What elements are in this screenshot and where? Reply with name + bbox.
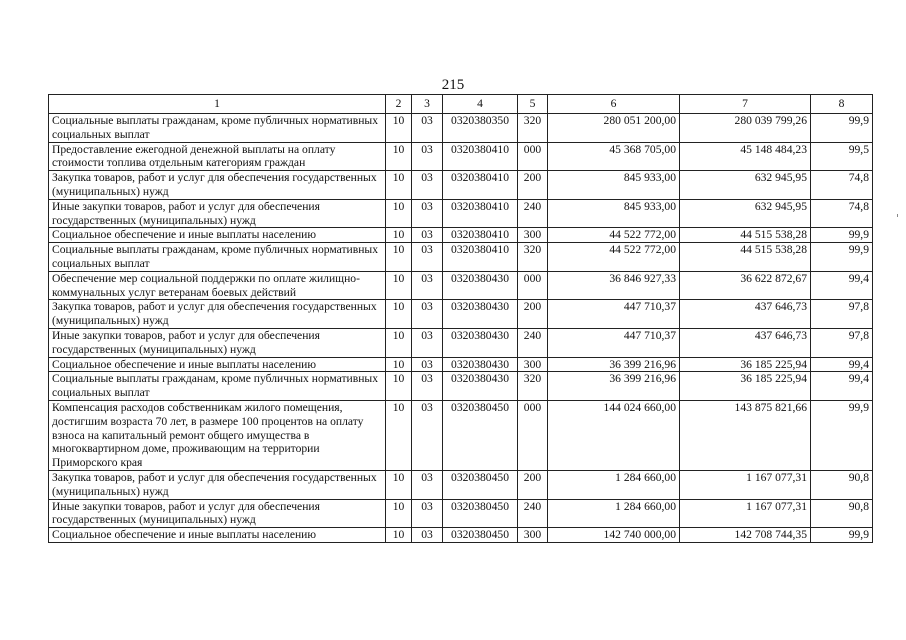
table-row: [49, 228, 873, 243]
budget-table: [48, 94, 873, 543]
item-name-cell: Компенсация расходов собственникам жилого помещения, достигшим возраста 70 лет, в размере 100 процентов на оплату взноса на капитальный ремонт общего имущества в многоквартирном доме, проживающим на территории Приморского края: [49, 400, 386, 470]
table-row: [49, 243, 873, 272]
target-code-cell: 0320380430: [443, 300, 518, 329]
planned-amount-cell: 1 284 660,00: [548, 499, 680, 528]
table-row: [49, 328, 873, 357]
planned-amount-cell: 36 846 927,33: [548, 271, 680, 300]
actual-amount-cell: 632 945,95: [680, 199, 811, 228]
expense-type-cell: 320: [518, 372, 548, 401]
column-header: 1: [49, 95, 386, 114]
expense-type-cell: 000: [518, 271, 548, 300]
planned-amount-cell: 845 933,00: [548, 199, 680, 228]
subsection-code-cell: 03: [412, 400, 443, 470]
percent-cell: 99,9: [811, 400, 873, 470]
table-row: [49, 372, 873, 401]
table-row: [49, 528, 873, 543]
planned-amount-cell: 447 710,37: [548, 328, 680, 357]
percent-cell: 90,8: [811, 470, 873, 499]
planned-amount-cell: 1 284 660,00: [548, 470, 680, 499]
expense-type-cell: 240: [518, 328, 548, 357]
actual-amount-cell: 437 646,73: [680, 300, 811, 329]
table-row: [49, 300, 873, 329]
section-code-cell: 10: [386, 243, 412, 272]
column-header: 8: [811, 95, 873, 114]
target-code-cell: 0320380430: [443, 357, 518, 372]
subsection-code-cell: 03: [412, 171, 443, 200]
percent-cell: 97,8: [811, 300, 873, 329]
percent-cell: 99,4: [811, 271, 873, 300]
expense-type-cell: 200: [518, 300, 548, 329]
subsection-code-cell: 03: [412, 528, 443, 543]
section-code-cell: 10: [386, 114, 412, 143]
percent-cell: 99,9: [811, 243, 873, 272]
target-code-cell: 0320380410: [443, 228, 518, 243]
table-row: [49, 171, 873, 200]
table-body: [49, 114, 873, 543]
percent-cell: 99,9: [811, 528, 873, 543]
subsection-code-cell: 03: [412, 357, 443, 372]
table-row: [49, 199, 873, 228]
header-row: [49, 95, 873, 114]
column-header: 6: [548, 95, 680, 114]
target-code-cell: 0320380350: [443, 114, 518, 143]
section-code-cell: 10: [386, 499, 412, 528]
actual-amount-cell: 143 875 821,66: [680, 400, 811, 470]
percent-cell: 99,9: [811, 114, 873, 143]
target-code-cell: 0320380450: [443, 400, 518, 470]
item-name-cell: Закупка товаров, работ и услуг для обеспечения государственных (муниципальных) нужд: [49, 171, 386, 200]
section-code-cell: 10: [386, 328, 412, 357]
target-code-cell: 0320380410: [443, 171, 518, 200]
actual-amount-cell: 36 622 872,67: [680, 271, 811, 300]
target-code-cell: 0320380430: [443, 372, 518, 401]
section-code-cell: 10: [386, 528, 412, 543]
subsection-code-cell: 03: [412, 372, 443, 401]
actual-amount-cell: 36 185 225,94: [680, 357, 811, 372]
planned-amount-cell: 280 051 200,00: [548, 114, 680, 143]
subsection-code-cell: 03: [412, 199, 443, 228]
expense-type-cell: 320: [518, 114, 548, 143]
percent-cell: 90,8: [811, 499, 873, 528]
section-code-cell: 10: [386, 372, 412, 401]
target-code-cell: 0320380450: [443, 528, 518, 543]
target-code-cell: 0320380410: [443, 199, 518, 228]
section-code-cell: 10: [386, 142, 412, 171]
actual-amount-cell: 1 167 077,31: [680, 499, 811, 528]
actual-amount-cell: 142 708 744,35: [680, 528, 811, 543]
section-code-cell: 10: [386, 300, 412, 329]
subsection-code-cell: 03: [412, 499, 443, 528]
actual-amount-cell: 280 039 799,26: [680, 114, 811, 143]
planned-amount-cell: 845 933,00: [548, 171, 680, 200]
target-code-cell: 0320380430: [443, 271, 518, 300]
subsection-code-cell: 03: [412, 328, 443, 357]
expense-type-cell: 300: [518, 228, 548, 243]
actual-amount-cell: 45 148 484,23: [680, 142, 811, 171]
planned-amount-cell: 142 740 000,00: [548, 528, 680, 543]
column-header: 3: [412, 95, 443, 114]
table-row: [49, 400, 873, 470]
section-code-cell: 10: [386, 228, 412, 243]
column-header: 7: [680, 95, 811, 114]
column-header: 2: [386, 95, 412, 114]
subsection-code-cell: 03: [412, 142, 443, 171]
item-name-cell: Иные закупки товаров, работ и услуг для обеспечения государственных (муниципальных) нужд: [49, 199, 386, 228]
planned-amount-cell: 36 399 216,96: [548, 357, 680, 372]
planned-amount-cell: 44 522 772,00: [548, 243, 680, 272]
percent-cell: 97,8: [811, 328, 873, 357]
percent-cell: 99,4: [811, 357, 873, 372]
target-code-cell: 0320380410: [443, 243, 518, 272]
item-name-cell: Предоставление ежегодной денежной выплаты на оплату стоимости топлива отдельным категориям граждан: [49, 142, 386, 171]
percent-cell: 99,5: [811, 142, 873, 171]
item-name-cell: Иные закупки товаров, работ и услуг для обеспечения государственных (муниципальных) нужд: [49, 499, 386, 528]
subsection-code-cell: 03: [412, 243, 443, 272]
item-name-cell: Социальные выплаты гражданам, кроме публичных нормативных социальных выплат: [49, 114, 386, 143]
section-code-cell: 10: [386, 400, 412, 470]
target-code-cell: 0320380450: [443, 499, 518, 528]
table-row: [49, 142, 873, 171]
planned-amount-cell: 447 710,37: [548, 300, 680, 329]
expense-type-cell: 240: [518, 199, 548, 228]
table-row: [49, 114, 873, 143]
expense-type-cell: 000: [518, 400, 548, 470]
subsection-code-cell: 03: [412, 114, 443, 143]
planned-amount-cell: 44 522 772,00: [548, 228, 680, 243]
table-row: [49, 470, 873, 499]
subsection-code-cell: 03: [412, 228, 443, 243]
planned-amount-cell: 36 399 216,96: [548, 372, 680, 401]
planned-amount-cell: 45 368 705,00: [548, 142, 680, 171]
expense-type-cell: 000: [518, 142, 548, 171]
expense-type-cell: 320: [518, 243, 548, 272]
expense-type-cell: 300: [518, 528, 548, 543]
actual-amount-cell: 1 167 077,31: [680, 470, 811, 499]
section-code-cell: 10: [386, 470, 412, 499]
section-code-cell: 10: [386, 271, 412, 300]
expense-type-cell: 200: [518, 171, 548, 200]
column-header: 5: [518, 95, 548, 114]
subsection-code-cell: 03: [412, 470, 443, 499]
target-code-cell: 0320380410: [443, 142, 518, 171]
percent-cell: 99,9: [811, 228, 873, 243]
section-code-cell: 10: [386, 171, 412, 200]
actual-amount-cell: 632 945,95: [680, 171, 811, 200]
table-row: [49, 357, 873, 372]
actual-amount-cell: 44 515 538,28: [680, 243, 811, 272]
percent-cell: 99,4: [811, 372, 873, 401]
item-name-cell: Иные закупки товаров, работ и услуг для обеспечения государственных (муниципальных) нужд: [49, 328, 386, 357]
item-name-cell: Социальные выплаты гражданам, кроме публичных нормативных социальных выплат: [49, 372, 386, 401]
actual-amount-cell: 36 185 225,94: [680, 372, 811, 401]
section-code-cell: 10: [386, 357, 412, 372]
item-name-cell: Социальные выплаты гражданам, кроме публичных нормативных социальных выплат: [49, 243, 386, 272]
target-code-cell: 0320380430: [443, 328, 518, 357]
item-name-cell: Обеспечение мер социальной поддержки по оплате жилищно-коммунальных услуг ветеранам боевых действий: [49, 271, 386, 300]
percent-cell: 74,8: [811, 199, 873, 228]
page-number: 215: [441, 77, 465, 93]
table-row: [49, 499, 873, 528]
item-name-cell: Социальное обеспечение и иные выплаты населению: [49, 528, 386, 543]
column-header: 4: [443, 95, 518, 114]
item-name-cell: Закупка товаров, работ и услуг для обеспечения государственных (муниципальных) нужд: [49, 300, 386, 329]
subsection-code-cell: 03: [412, 271, 443, 300]
scan-artifact: [897, 214, 898, 217]
target-code-cell: 0320380450: [443, 470, 518, 499]
planned-amount-cell: 144 024 660,00: [548, 400, 680, 470]
actual-amount-cell: 44 515 538,28: [680, 228, 811, 243]
expense-type-cell: 300: [518, 357, 548, 372]
table-row: [49, 271, 873, 300]
percent-cell: 74,8: [811, 171, 873, 200]
expense-type-cell: 200: [518, 470, 548, 499]
section-code-cell: 10: [386, 199, 412, 228]
actual-amount-cell: 437 646,73: [680, 328, 811, 357]
item-name-cell: Социальное обеспечение и иные выплаты населению: [49, 357, 386, 372]
item-name-cell: Закупка товаров, работ и услуг для обеспечения государственных (муниципальных) нужд: [49, 470, 386, 499]
expense-type-cell: 240: [518, 499, 548, 528]
item-name-cell: Социальное обеспечение и иные выплаты населению: [49, 228, 386, 243]
subsection-code-cell: 03: [412, 300, 443, 329]
